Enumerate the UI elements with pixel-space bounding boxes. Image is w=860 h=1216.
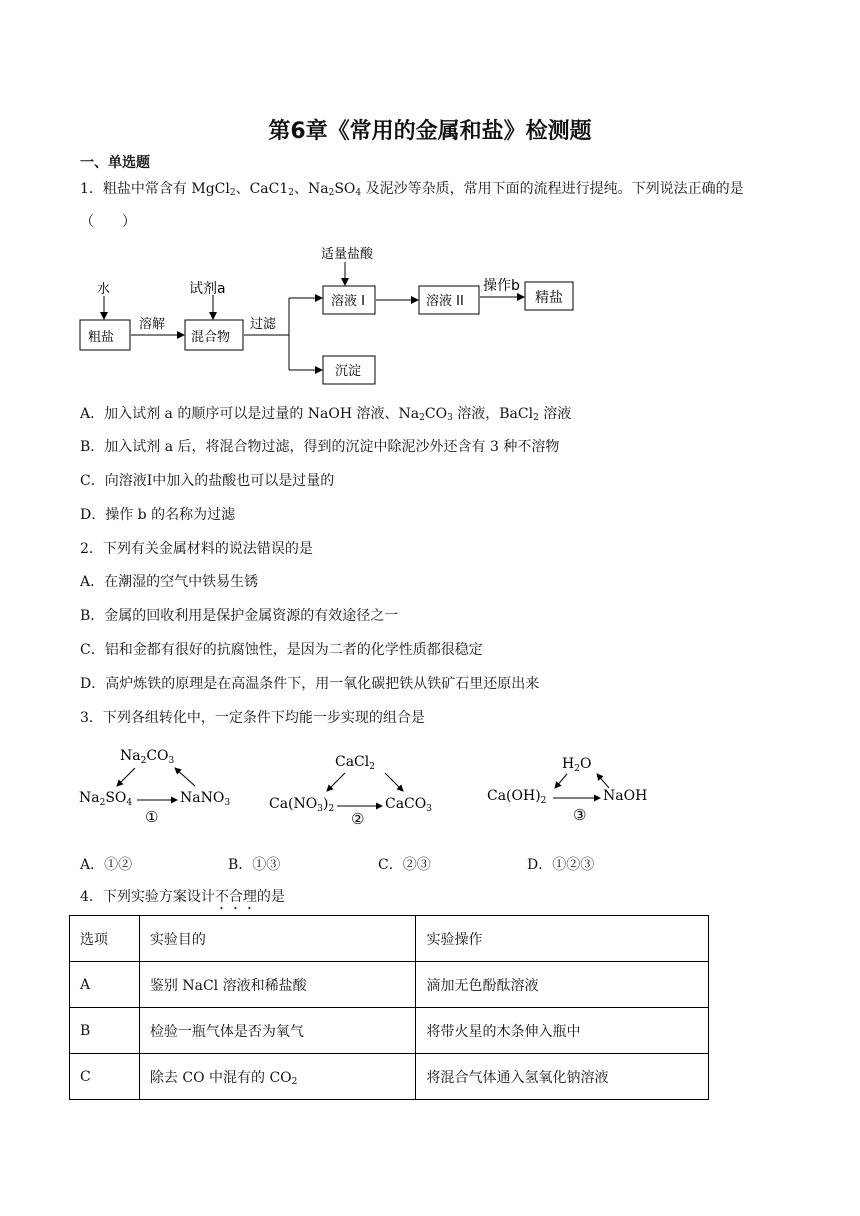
page-title: 第6章《常用的金属和盐》检测题 (268, 119, 592, 144)
row-purpose: 除去 CO 中混有的 $CO_2$ (139, 1054, 416, 1100)
header-option: 选项 (70, 916, 140, 962)
scheme3-number: ③ (573, 806, 587, 824)
scheme3-right: NaOH (603, 788, 648, 804)
fine-salt-label: 精盐 (535, 290, 563, 306)
q1-option-d: D．操作 b 的名称为过滤 (80, 507, 236, 523)
q2-option-c: C．铝和金都有很好的抗腐蚀性，是因为二者的化学性质都很稳定 (80, 642, 483, 658)
q3-schemes (75, 738, 675, 830)
q2-stem: 2．下列有关金属材料的说法错误的是 (80, 541, 313, 557)
hcl-label: 适量盐酸 (321, 247, 374, 262)
row-purpose: 鉴别 NaCl 溶液和稀盐酸 (139, 962, 416, 1008)
scheme-3 (487, 756, 647, 824)
filter-label: 过滤 (250, 317, 277, 332)
solution1-label: 溶液 I (331, 294, 365, 309)
mixture-label: 混合物 (191, 330, 231, 345)
scheme3-left: $Ca(OH)_2$ (487, 788, 547, 806)
row-option: B (70, 1008, 140, 1054)
table-row (70, 1008, 709, 1054)
scheme2-left: $Ca(NO_3)_2$ (269, 796, 335, 814)
q1-option-a: A．加入试剂 a 的顺序可以是过量的 NaOH 溶液、$Na_2CO_3$ 溶液，BaCl$_2$ 溶液 (80, 406, 572, 423)
header-operation: 实验操作 (416, 916, 709, 962)
q3-option-d: D．①②③ (527, 857, 595, 873)
section-heading: 一、单选题 (80, 155, 150, 171)
row-operation: 滴加无色酚酞溶液 (416, 962, 709, 1008)
row-option: A (70, 962, 140, 1008)
emphasis-text: 不合理 (214, 889, 257, 905)
reagent-a-label: 试剂a (189, 281, 226, 297)
dissolve-label: 溶解 (139, 317, 166, 332)
header-purpose: 实验目的 (139, 916, 416, 962)
q2-option-a: A．在潮湿的空气中铁易生锈 (80, 574, 259, 590)
q4-stem: 4．下列实验方案设计不合理的是 (80, 889, 285, 905)
row-option: C (70, 1054, 140, 1100)
row-operation: 将混合气体通入氢氧化钠溶液 (416, 1054, 709, 1100)
scheme1-number: ① (145, 808, 159, 826)
q1-option-c: C．向溶液I中加入的盐酸也可以是过量的 (80, 473, 335, 489)
q4-table (69, 915, 709, 1100)
solution2-label: 溶液 II (426, 294, 464, 309)
precipitate-label: 沉淀 (335, 364, 362, 379)
q1-option-b: B．加入试剂 a 后，将混合物过滤，得到的沉淀中除泥沙外还含有 3 种不溶物 (80, 439, 560, 455)
q3-option-b: B．①③ (228, 857, 281, 873)
crude-salt-label: 粗盐 (88, 330, 115, 345)
scheme-1 (79, 748, 230, 826)
q1-flow-diagram (75, 240, 585, 390)
scheme1-right: NaNO$_3$ (180, 790, 231, 808)
q1-paren: （ ） (80, 214, 136, 230)
row-operation: 将带火星的木条伸入瓶中 (416, 1008, 709, 1054)
q3-option-c: C．②③ (378, 857, 431, 873)
table-row (70, 1054, 709, 1100)
q2-option-d: D．高炉炼铁的原理是在高温条件下，用一氧化碳把铁从铁矿石里还原出来 (80, 676, 540, 692)
table-row (70, 962, 709, 1008)
scheme2-right: CaCO$_3$ (385, 796, 432, 814)
q3-option-a: A．①② (80, 857, 133, 873)
scheme1-left: $Na_2SO_4$ (79, 790, 133, 808)
q3-stem: 3．下列各组转化中，一定条件下均能一步实现的组合是 (80, 710, 425, 726)
scheme-2 (269, 754, 432, 828)
scheme2-top: CaCl$_2$ (335, 754, 375, 772)
scheme1-top: $Na_2CO_3$ (120, 748, 175, 766)
water-label: 水 (97, 282, 111, 297)
q2-option-b: B．金属的回收利用是保护金属资源的有效途径之一 (80, 608, 399, 624)
table-header-row (70, 916, 709, 962)
scheme3-top: $H_2O$ (562, 756, 592, 774)
operation-b-label: 操作b (483, 278, 520, 294)
q1-stem: 1．粗盐中常含有 MgCl$_2$、$CaC1_2$、$Na_2SO_4$ 及泥沙等杂质，常用下面的流程进行提纯。下列说法正确的是 (80, 181, 744, 198)
scheme2-number: ② (351, 810, 365, 828)
row-purpose: 检验一瓶气体是否为氧气 (139, 1008, 416, 1054)
